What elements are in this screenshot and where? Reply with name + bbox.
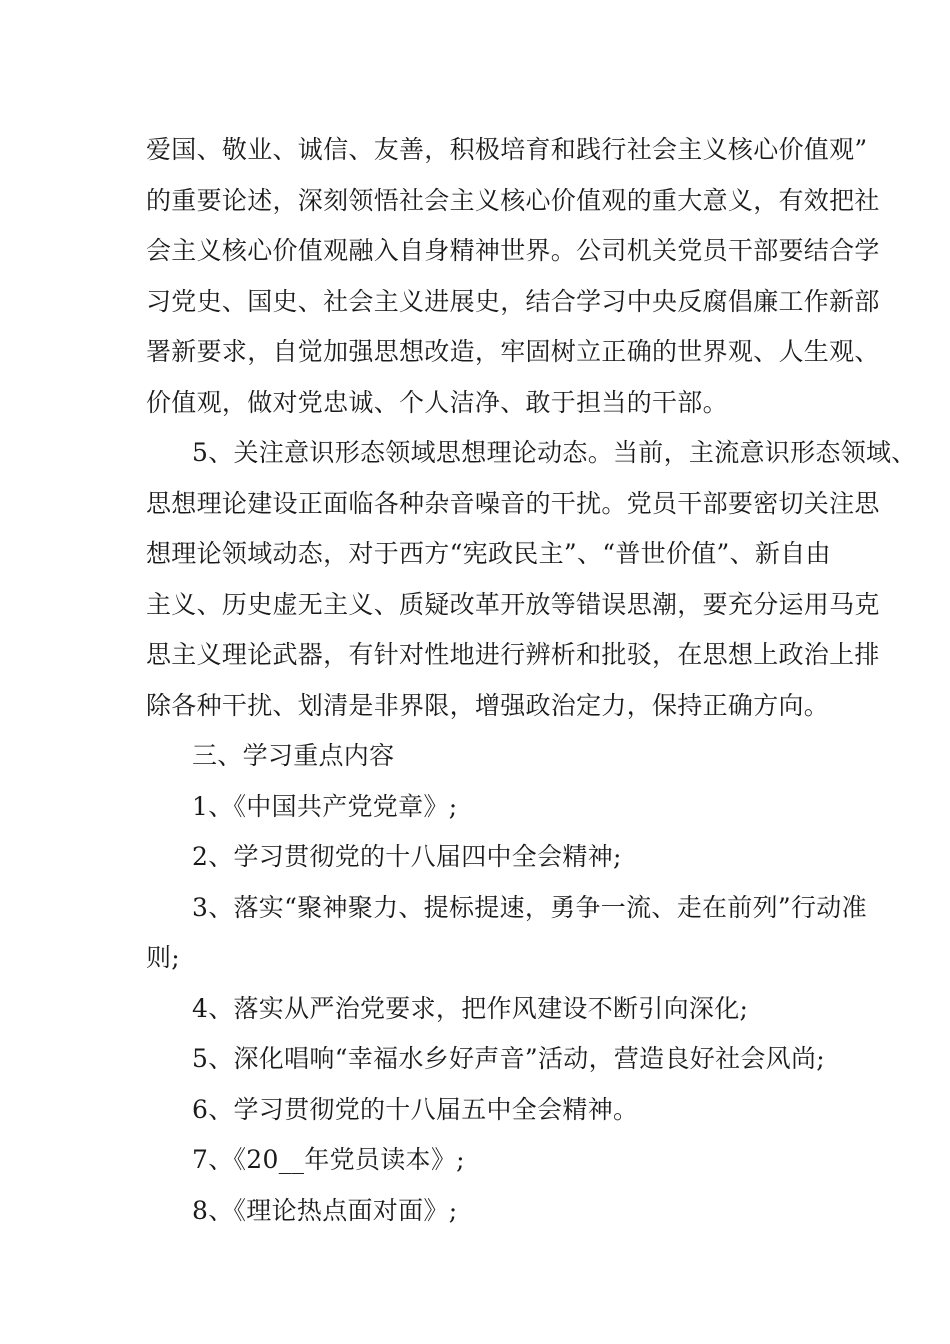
paragraph-line: 思想理论建设正面临各种杂音噪音的干扰。党员干部要密切关注思 bbox=[146, 489, 880, 518]
list-item: 2、学习贯彻党的十八届四中全会精神; bbox=[192, 842, 622, 871]
list-item: 5、深化唱响“幸福水乡好声音”活动，营造良好社会风尚; bbox=[192, 1044, 825, 1073]
list-item: 6、学习贯彻党的十八届五中全会精神。 bbox=[192, 1095, 639, 1124]
list-item: 3、落实“聚神聚力、提标提速，勇争一流、走在前列”行动准 bbox=[192, 893, 867, 922]
paragraph-line: 5、关注意识形态领域思想理论动态。当前，主流意识形态领域、 bbox=[192, 438, 917, 467]
section-heading: 三、学习重点内容 bbox=[192, 741, 395, 770]
list-item: 7、《20__年党员读本》; bbox=[192, 1145, 465, 1174]
paragraph-line: 价值观，做对党忠诚、个人洁净、敢于担当的干部。 bbox=[146, 388, 728, 417]
paragraph-line: 除各种干扰、划清是非界限，增强政治定力，保持正确方向。 bbox=[146, 691, 830, 720]
list-item-continuation: 则; bbox=[146, 943, 181, 972]
paragraph-line: 的重要论述，深刻领悟社会主义核心价值观的重大意义，有效把社 bbox=[146, 186, 880, 215]
paragraph-line: 爱国、敬业、诚信、友善，积极培育和践行社会主义核心价值观” bbox=[146, 135, 868, 164]
paragraph-line: 主义、历史虚无主义、质疑改革开放等错误思潮，要充分运用马克 bbox=[146, 590, 880, 619]
paragraph-line: 习党史、国史、社会主义进展史，结合学习中央反腐倡廉工作新部 bbox=[146, 287, 880, 316]
list-item: 4、落实从严治党要求，把作风建设不断引向深化; bbox=[192, 994, 749, 1023]
paragraph-line: 会主义核心价值观融入自身精神世界。公司机关党员干部要结合学 bbox=[146, 236, 880, 265]
paragraph-line: 思主义理论武器，有针对性地进行辨析和批驳，在思想上政治上排 bbox=[146, 640, 880, 669]
paragraph-line: 想理论领域动态，对于西方“宪政民主”、“普世价值”、新自由 bbox=[146, 539, 831, 568]
paragraph-line: 署新要求，自觉加强思想改造，牢固树立正确的世界观、人生观、 bbox=[146, 337, 880, 366]
list-item: 8、《理论热点面对面》; bbox=[192, 1196, 458, 1225]
list-item: 1、《中国共产党党章》; bbox=[192, 792, 458, 821]
